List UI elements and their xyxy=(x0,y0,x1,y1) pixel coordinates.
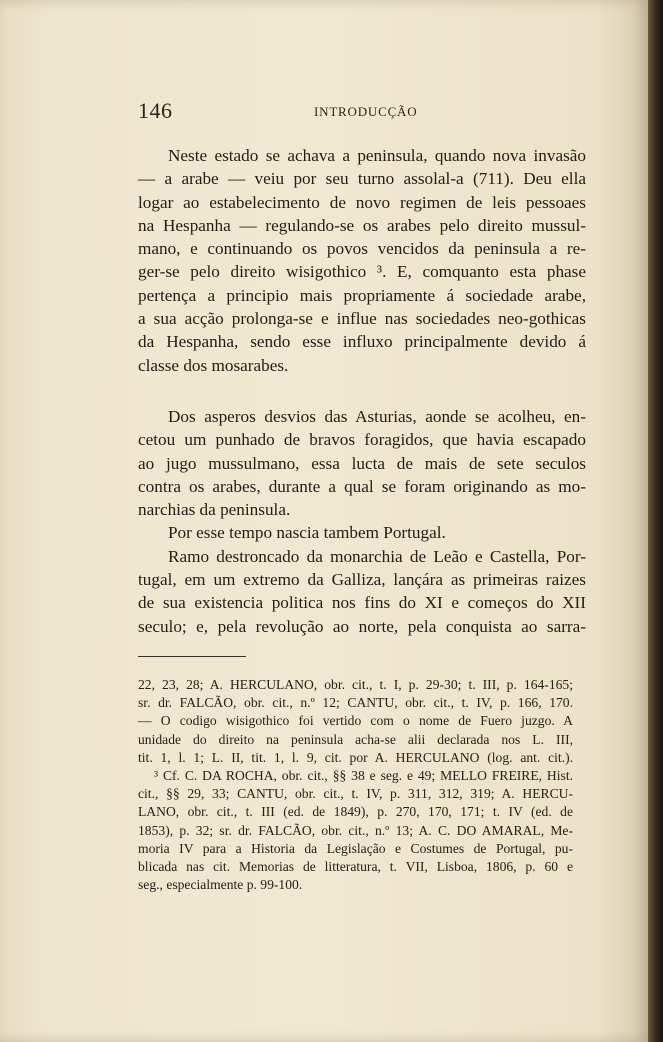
text-line: tugal, em um extremo da Galliza, lançára as primeiras raizes xyxy=(138,570,586,590)
text-line: Por esse tempo nascia tambem Portugal. xyxy=(168,523,446,543)
footnote-line: 22, 23, 28; A. HERCULANO, obr. cit., t. I, p. 29-30; t. III, p. 164-165; xyxy=(138,677,573,692)
text-line: contra os arabes, durante a qual se foram originando as mo- xyxy=(138,476,586,496)
text-line: ger-se pelo direito wisigothico ³. E, comquanto esta phase xyxy=(138,262,586,282)
paragraph-gap xyxy=(138,377,586,405)
text-line: a sua acção prolonga-se e influe nas sociedades neo-gothicas xyxy=(138,309,586,329)
footnote-line: moria IV para a Historia da Legislação e Costumes de Portugal, pu- xyxy=(138,840,573,856)
footnotes xyxy=(138,676,573,894)
footnote-line: — O codigo wisigothico foi vertido com o nome de Fuero juzgo. A xyxy=(138,713,573,729)
text-line: Neste estado se achava a peninsula, quando nova invasão xyxy=(168,146,586,165)
footnote-line: sr. dr. FALCÃO, obr. cit., n.º 12; CANTU, obr. cit., t. IV, p. 166, 170. xyxy=(138,695,573,711)
text-line: de sua existencia politica nos fins do XI e começos do XII xyxy=(138,593,586,613)
text-line: na Hespanha — regulando-se os arabes pelo direito mussul- xyxy=(138,215,586,235)
footnote-line: ³ Cf. C. DA ROCHA, obr. cit., §§ 38 e seg. e 49; MELLO FREIRE, Hist. xyxy=(154,768,573,784)
footnote-line: cit., §§ 29, 33; CANTU, obr. cit., t. IV, p. 311, 312, 319; A. HERCU- xyxy=(138,786,573,802)
text-line: narchias da peninsula. xyxy=(138,500,291,520)
footnote-line: LANO, obr. cit., t. III (ed. de 1849), p. 270, 170, 171; t. IV (ed. de xyxy=(138,804,573,820)
footnote-line: tit. 1, l. 1; L. II, tit. 1, l. 9, cit. por A. HERCULANO (log. ant. cit.). xyxy=(138,749,573,765)
text-line: Ramo destroncado da monarchia de Leão e Castella, Por- xyxy=(168,546,586,566)
running-head: INTRODUCÇÃO xyxy=(314,104,418,119)
text-line: ao jugo mussulmano, essa lucta de mais de sete seculos xyxy=(138,453,586,473)
page-number: 146 xyxy=(138,98,173,123)
text-line: Dos asperos desvios das Asturias, aonde se acolheu, en- xyxy=(168,406,586,426)
footnote-divider xyxy=(138,656,246,657)
footnote-line: unidade do direito na peninsula acha-se alii declarada nos L. III, xyxy=(138,731,573,747)
book-spine-edge xyxy=(648,0,663,1042)
text-line: cetou um punhado de bravos foragidos, que havia escapado xyxy=(138,430,586,450)
main-text xyxy=(138,144,586,638)
text-line: da Hespanha, sendo esse influxo principalmente devido á xyxy=(138,332,586,352)
text-line: logar ao estabelecimento de novo regimen de leis pessoaes xyxy=(138,192,586,212)
footnote-line: blicada nas cit. Memorias de litteratura, t. VII, Lisboa, 1806, p. 60 e xyxy=(138,859,573,875)
footnote-line: seg., especialmente p. 99-100. xyxy=(138,877,303,893)
text-line: pertença a principio mais propriamente á sociedade arabe, xyxy=(138,285,586,305)
page-header xyxy=(138,98,583,128)
text-line: classe dos mosarabes. xyxy=(138,355,289,375)
footnote-line: 1853), p. 32; sr. dr. FALCÃO, obr. cit., n.º 13; A. C. DO AMARAL, Me- xyxy=(138,822,573,838)
text-line: seculo; e, pela revolução ao norte, pela conquista ao sarra- xyxy=(138,616,586,636)
text-line: — a arabe — veiu por seu turno assolal-a (711). Deu ella xyxy=(138,169,586,189)
text-line: mano, e continuando os povos vencidos da peninsula a re- xyxy=(138,239,586,259)
